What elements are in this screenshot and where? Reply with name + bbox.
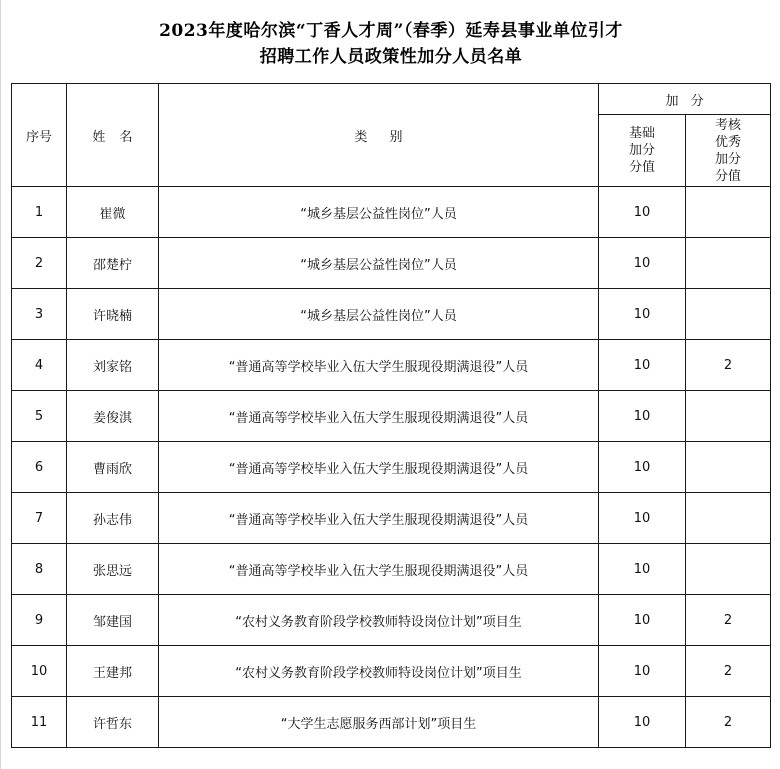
row-index: 2 <box>12 238 67 289</box>
row-base-bonus: 10 <box>599 544 686 595</box>
row-excellent-bonus: 2 <box>686 697 771 748</box>
header-name-label: 姓 名 <box>92 129 133 145</box>
row-excellent-bonus: 2 <box>686 595 771 646</box>
row-name: 曹雨欣 <box>67 442 159 493</box>
header-category-label: 类 别 <box>354 129 403 145</box>
row-name: 刘家铭 <box>67 340 159 391</box>
row-category: “农村义务教育阶段学校教师特设岗位计划”项目生 <box>159 595 599 646</box>
header-category <box>159 84 599 187</box>
row-category: “农村义务教育阶段学校教师特设岗位计划”项目生 <box>159 646 599 697</box>
row-base-bonus: 10 <box>599 697 686 748</box>
header-bonus-group-label: 加 分 <box>665 93 704 109</box>
row-name: 许哲东 <box>67 697 159 748</box>
table-row <box>12 595 771 646</box>
header-index-label: 序号 <box>25 129 52 145</box>
header-name <box>67 84 159 187</box>
row-category: “普通高等学校毕业入伍大学生服现役期满退役”人员 <box>159 340 599 391</box>
table-row <box>12 238 771 289</box>
header-base-bonus <box>599 115 686 187</box>
row-name: 王建邦 <box>67 646 159 697</box>
row-index: 9 <box>12 595 67 646</box>
row-category: “城乡基层公益性岗位”人员 <box>159 238 599 289</box>
row-excellent-bonus <box>686 442 771 493</box>
row-index: 11 <box>12 697 67 748</box>
row-excellent-bonus <box>686 544 771 595</box>
table-row <box>12 289 771 340</box>
row-index: 8 <box>12 544 67 595</box>
header-base-bonus-label: 基础加分分值 <box>628 126 655 175</box>
row-name: 许晓楠 <box>67 289 159 340</box>
row-index: 7 <box>12 493 67 544</box>
row-category: “城乡基层公益性岗位”人员 <box>159 187 599 238</box>
header-index <box>12 84 67 187</box>
row-index: 3 <box>12 289 67 340</box>
table-row <box>12 442 771 493</box>
table-row <box>12 697 771 748</box>
row-excellent-bonus <box>686 391 771 442</box>
table-row <box>12 391 771 442</box>
row-excellent-bonus <box>686 289 771 340</box>
header-bonus-group <box>599 84 771 115</box>
row-index: 5 <box>12 391 67 442</box>
row-name: 邵楚柠 <box>67 238 159 289</box>
row-base-bonus: 10 <box>599 187 686 238</box>
row-name: 孙志伟 <box>67 493 159 544</box>
row-name: 崔微 <box>67 187 159 238</box>
row-base-bonus: 10 <box>599 238 686 289</box>
row-index: 10 <box>12 646 67 697</box>
row-base-bonus: 10 <box>599 442 686 493</box>
row-base-bonus: 10 <box>599 493 686 544</box>
header-row-1 <box>12 84 771 115</box>
row-category: “城乡基层公益性岗位”人员 <box>159 289 599 340</box>
row-name: 张思远 <box>67 544 159 595</box>
title-line-1: 2023年度哈尔滨“丁香人才周”（春季）延寿县事业单位引才 <box>159 21 623 41</box>
table-row <box>12 646 771 697</box>
row-index: 1 <box>12 187 67 238</box>
row-category: “普通高等学校毕业入伍大学生服现役期满退役”人员 <box>159 493 599 544</box>
row-base-bonus: 10 <box>599 595 686 646</box>
table-row <box>12 340 771 391</box>
row-excellent-bonus <box>686 238 771 289</box>
header-excellent-bonus <box>686 115 771 187</box>
bonus-roster-table <box>11 83 771 748</box>
row-excellent-bonus: 2 <box>686 646 771 697</box>
table-row <box>12 187 771 238</box>
row-base-bonus: 10 <box>599 289 686 340</box>
row-base-bonus: 10 <box>599 646 686 697</box>
row-base-bonus: 10 <box>599 340 686 391</box>
row-index: 6 <box>12 442 67 493</box>
row-excellent-bonus <box>686 493 771 544</box>
row-name: 姜俊淇 <box>67 391 159 442</box>
row-category: “普通高等学校毕业入伍大学生服现役期满退役”人员 <box>159 442 599 493</box>
row-category: “大学生志愿服务西部计划”项目生 <box>159 697 599 748</box>
title-line-2: 招聘工作人员政策性加分人员名单 <box>259 47 523 67</box>
row-category: “普通高等学校毕业入伍大学生服现役期满退役”人员 <box>159 544 599 595</box>
row-base-bonus: 10 <box>599 391 686 442</box>
row-category: “普通高等学校毕业入伍大学生服现役期满退役”人员 <box>159 391 599 442</box>
row-index: 4 <box>12 340 67 391</box>
table-row <box>12 493 771 544</box>
document-title <box>11 18 771 70</box>
row-name: 邹建国 <box>67 595 159 646</box>
row-excellent-bonus: 2 <box>686 340 771 391</box>
header-excellent-bonus-label: 考核优秀加分分值 <box>714 117 741 184</box>
table-row <box>12 544 771 595</box>
row-excellent-bonus <box>686 187 771 238</box>
